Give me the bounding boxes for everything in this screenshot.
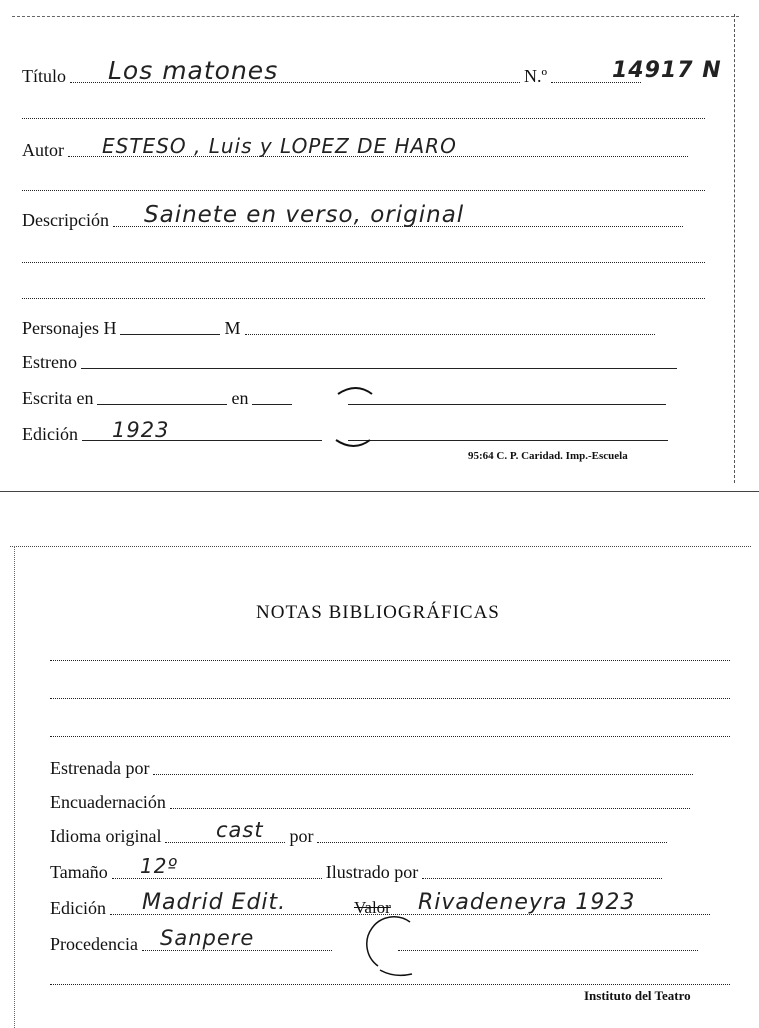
back-edicion-label: Edición — [50, 898, 106, 918]
catalog-card-back — [0, 540, 759, 1028]
personajes-m-label: M — [224, 318, 241, 338]
institute-name: Instituto del Teatro — [584, 988, 691, 1003]
notes-line-2 — [50, 698, 730, 699]
procedencia-label: Procedencia — [50, 934, 138, 954]
titulo-extra-line — [22, 118, 705, 119]
escrita-en2-label: en — [231, 388, 249, 408]
encuadernacion-line — [170, 807, 690, 809]
card-edge-top — [12, 16, 739, 17]
notes-line-1 — [50, 660, 730, 661]
procedencia-extra-line — [50, 984, 730, 985]
tamano-label: Tamaño — [50, 862, 108, 882]
catalog-card-front — [0, 0, 759, 495]
idioma-label: Idioma original — [50, 826, 162, 846]
stamp-mark — [328, 382, 378, 452]
encuadernacion-label: Encuadernación — [50, 792, 166, 812]
escrita-en2-line-a — [252, 403, 292, 405]
escrita-line — [97, 403, 227, 405]
personajes-row — [22, 318, 712, 339]
por-label: por — [289, 826, 314, 846]
notes-line-3 — [50, 736, 730, 737]
procedencia-value: Sanpere — [160, 926, 255, 950]
autor-value: ESTESO , Luis y LOPEZ DE HARO — [102, 134, 457, 158]
estreno-row — [22, 352, 712, 373]
descripcion-extra-line-2 — [22, 298, 705, 299]
personajes-h-line — [120, 333, 220, 335]
valor-struck: Valor — [354, 898, 391, 917]
notes-heading: NOTAS BIBLIOGRÁFICAS — [256, 602, 500, 623]
escrita-label: Escrita en — [22, 388, 94, 408]
printer-note: 95:64 C. P. Caridad. Imp.-Escuela — [468, 450, 628, 462]
edicion-value: 1923 — [112, 418, 170, 442]
procedencia-line-b — [398, 949, 698, 951]
edicion-line-b — [348, 439, 668, 441]
card-edge-top — [10, 546, 751, 547]
descripcion-label: Descripción — [22, 210, 109, 230]
por-line — [317, 841, 667, 843]
titulo-value: Los matones — [108, 56, 279, 85]
escrita-en2-line-b — [348, 403, 666, 405]
estrenada-line — [153, 773, 693, 775]
estrenada-row — [50, 758, 740, 779]
autor-extra-line — [22, 190, 705, 191]
edicion-label: Edición — [22, 424, 78, 444]
idioma-row — [50, 826, 740, 847]
ilustrado-line — [422, 877, 662, 879]
personajes-m-line — [245, 333, 655, 335]
card-edge-bottom — [0, 491, 759, 492]
card-edge-left — [14, 546, 15, 1028]
edicion-value-b: Rivadeneyra 1923 — [418, 890, 636, 915]
edicion-value-a: Madrid Edit. — [142, 890, 287, 915]
stamp-mark-back — [364, 916, 428, 982]
encuadernacion-row — [50, 792, 740, 813]
ilustrado-label: Ilustrado por — [325, 862, 419, 882]
numero-value: 14917 N — [612, 58, 722, 83]
tamano-value: 12º — [140, 854, 178, 878]
descripcion-value: Sainete en verso, original — [144, 202, 465, 228]
card-edge-right — [734, 14, 735, 483]
numero-label: N.º — [524, 66, 548, 86]
titulo-label: Título — [22, 66, 66, 86]
estrenada-label: Estrenada por — [50, 758, 150, 778]
personajes-label: Personajes H — [22, 318, 117, 338]
estreno-label: Estreno — [22, 352, 77, 372]
autor-label: Autor — [22, 140, 64, 160]
estreno-line — [81, 367, 677, 369]
descripcion-extra-line-1 — [22, 262, 705, 263]
idioma-value: cast — [216, 818, 264, 842]
